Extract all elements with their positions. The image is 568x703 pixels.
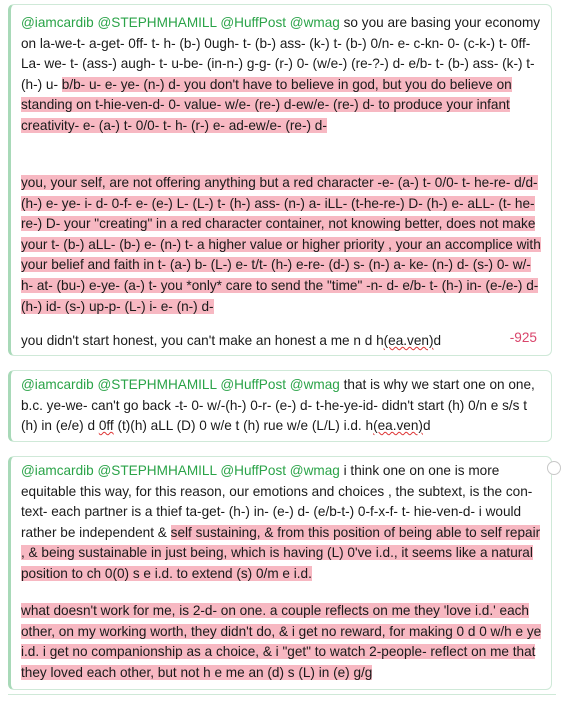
post-1-paragraph-1 xyxy=(21,13,545,137)
post-2-misspelled-word-2: (ea.ven) xyxy=(373,418,423,434)
post-1-paragraph-3 xyxy=(21,331,545,352)
post-2-text-1: that is why we start one on one, b.c. ye-we- can't go back -t- 0- w/-(h-) 0-r- (e-) d- t-he-ye-id- didn't start (h) 0/n e s/s t (h) in (e/e) d xyxy=(21,377,535,434)
post-1-mentions[interactable]: @iamcardib @STEPHMHAMILL @HuffPost @wmag xyxy=(21,15,340,30)
post-1-closing-text: you didn't start honest, you can't make an honest a me n d h xyxy=(21,333,384,348)
post-2-mentions[interactable]: @iamcardib @STEPHMHAMILL @HuffPost @wmag xyxy=(21,377,340,392)
post-3-text-highlighted-2: what doesn't work for me, is 2-d- on one. a couple reflects on me they 'love i.d.' each other, on my working worth, they didn't do, & i get no reward, for making 0 d 0 w/h e ye i.d. i get no companionship as a choice, & i "get" to watch 2-people- reflect on me that they loved each other, but not h e me an (d) s (L) in (e) g/g xyxy=(21,603,542,680)
post-1-text-plain: so you are basing your economy on la-we-t- a-get- 0ff- t- h- (b-) 0ugh- t- (b-) ass- (k-) t- (b-) 0/n- e- c-kn- 0- (c-k-) t- 0ff- La- we- t- (ass-) augh- t- u-be- (in-n-) g-g- (r-) 0- (w/e-) (re-?-) d- e/b- t- (b-) ass- (k-) t- (h-) u- xyxy=(21,15,541,92)
post-3-text-plain: i think one on one is more equitable this way, for this reason, our emotions and choices , the subtext, is the con-text- each partner is a thief ta-get- (h-) in- (e-) d- (e/b-t-) 0-f-x-f- t- hie-ven-d- i would rather be independent & xyxy=(21,463,533,540)
post-1-text-highlighted: b/b- u- e- ye- (n-) d- you don't have to believe in god, but you do believe on standing on t-hie-ven-d- 0- value- w/e- (re-) d-ew/e- (re-) d- to produce your infant creativity- e- (a-) t- 0/0- t- h- (r-) e- ad-ew/e- (re-) d- xyxy=(21,76,512,133)
post-3-text-highlighted: self sustaining, & from this position of being able to self repair , & being sustainable in just being, which is having (L) 0've i.d., it seems like a natural position to ch 0(0) s e i.d. to extend (s) 0/m e i.d. xyxy=(21,524,541,581)
post-1-closing-tail: d xyxy=(433,333,442,348)
post-card-2 xyxy=(8,370,552,442)
post-2-paragraph xyxy=(21,375,545,437)
post-3-paragraph-2 xyxy=(21,601,545,683)
post-3-paragraph-1 xyxy=(21,461,545,585)
post-2-text-2: (t)(h) aLL (D) 0 w/e t (h) rue w/e (L/L) i.d. h xyxy=(113,418,374,434)
post-1-paragraph-2 xyxy=(21,173,545,317)
divider xyxy=(8,694,556,695)
post-card-3 xyxy=(8,456,552,690)
card-edge-handle-icon[interactable] xyxy=(547,461,561,475)
post-2-misspelled-word-1: 0ff xyxy=(98,418,114,434)
post-1-misspelled-word: (ea.ven) xyxy=(383,333,434,348)
post-1-text-highlighted-2: you, your self, are not offering anything but a red character -e- (a-) t- 0/0- t- he-re- d/d- (h-) e- ye- i- d- 0-f- e- (e-) L- (L-) t- (h-) ass- (n-) a- iLL- (t-he-re-) D- (h-) e- aLL- (t- he-re-) D- your "creating" in a red character container, not knowing better, does not make your t- (b-) aLL- (b-) e- (n-) t- a higher value or higher priority , your an accomplice with your belief and faith in t- (a-) b- (L-) e- t/t- (h-) e-re- (d-) s- (n-) a- ke- (n-) d- (s-) 0- w/- h- at- (bu-) e-ye- (a-) t- you *only* care to send the "time" -n- d- e/b- t- (h-) in- (e-/e-) d- (h-) id- (s-) up-p- (L-) i- e- (n-) d- xyxy=(21,175,541,314)
post-3-mentions[interactable]: @iamcardib @STEPHMHAMILL @HuffPost @wmag xyxy=(21,463,340,478)
post-1-number: -925 xyxy=(509,330,537,345)
post-card-1 xyxy=(8,4,552,356)
post-2-text-3: d xyxy=(422,418,431,434)
